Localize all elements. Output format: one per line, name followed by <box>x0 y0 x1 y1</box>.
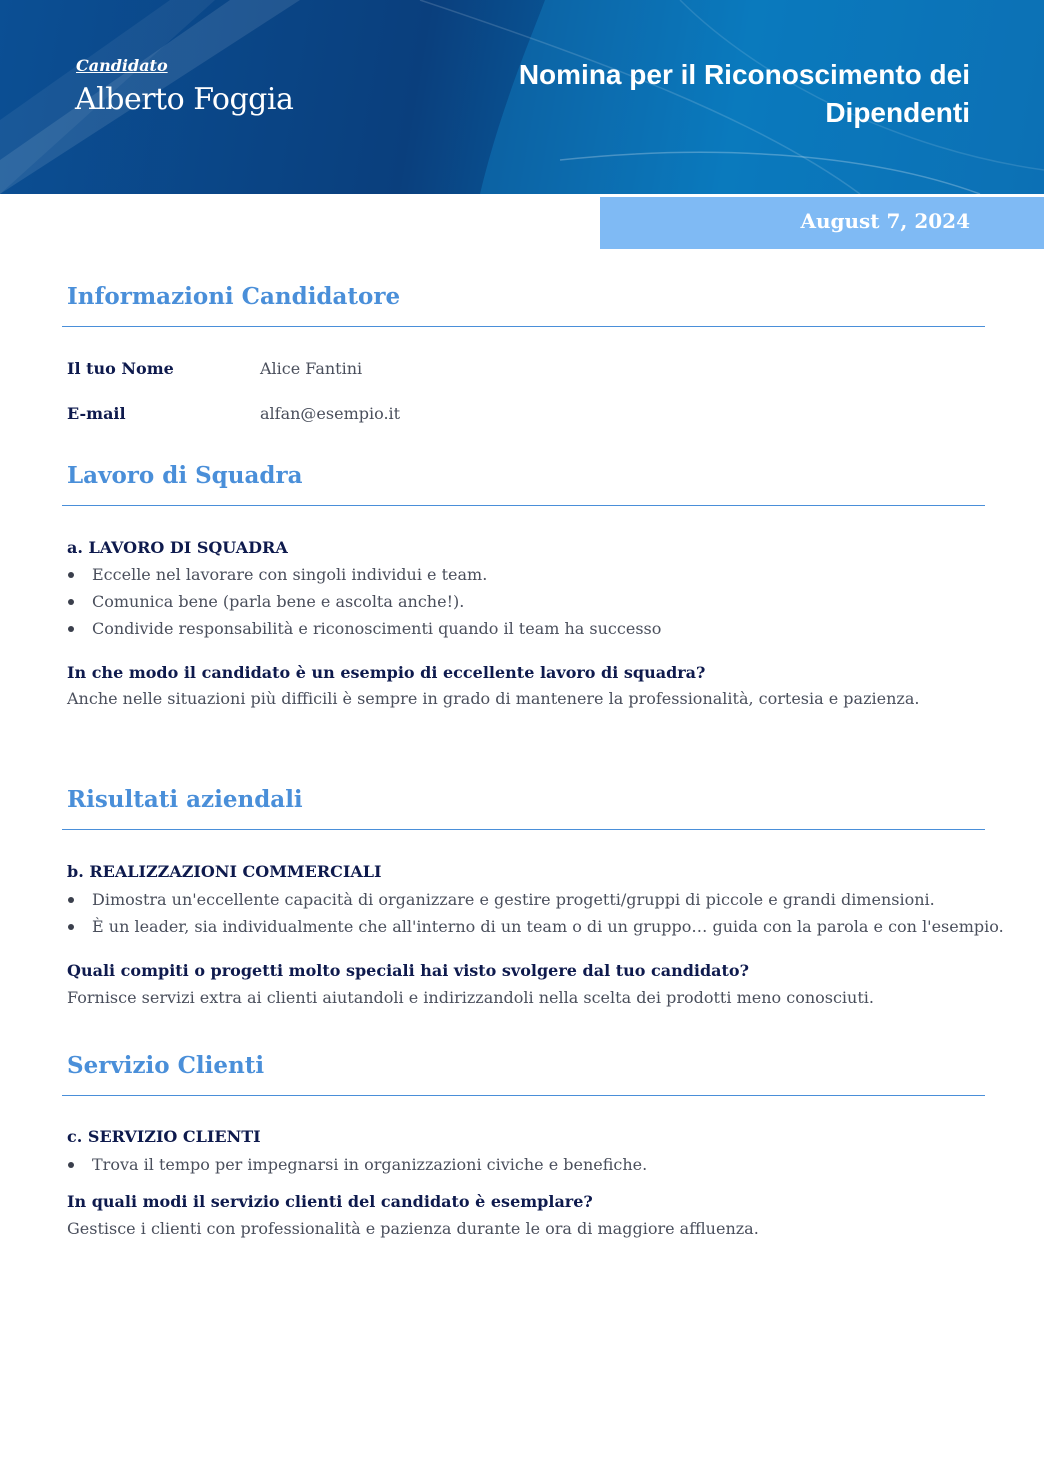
subheading-teamwork: a. LAVORO DI SQUADRA <box>67 538 288 557</box>
question-teamwork: In che modo il candidato è un esempio di eccellente lavoro di squadra? <box>67 663 706 682</box>
section-divider <box>62 829 985 830</box>
field-value-name: Alice Fantini <box>260 359 363 378</box>
field-label-email: E-mail <box>67 404 126 423</box>
section-title-service: Servizio Clienti <box>67 1052 265 1079</box>
subheading-service: c. SERVIZIO CLIENTI <box>67 1127 261 1146</box>
section-divider <box>62 505 985 506</box>
field-value-email: alfan@esempio.it <box>260 404 401 423</box>
section-title-teamwork: Lavoro di Squadra <box>67 462 303 489</box>
bullet-list-results <box>67 886 1004 940</box>
candidate-label: Candidato <box>76 56 168 75</box>
section-divider <box>62 1095 985 1096</box>
document-title: Nomina per il Riconoscimento dei Dipendenti <box>518 59 970 128</box>
answer-teamwork: Anche nelle situazioni più difficili è sempre in grado di mantenere la professionalità, cortesia e pazienza. <box>67 689 920 708</box>
list-item: Condivide responsabilità e riconoscimenti quando il team ha successo <box>67 615 661 642</box>
bullet-list-service <box>67 1151 647 1178</box>
subheading-results: b. REALIZZAZIONI COMMERCIALI <box>67 862 382 881</box>
section-title-results: Risultati aziendali <box>67 786 303 813</box>
candidate-name: Alberto Foggia <box>75 82 294 117</box>
section-divider <box>62 326 985 327</box>
question-service: In quali modi il servizio clienti del candidato è esemplare? <box>67 1192 593 1211</box>
list-item: È un leader, sia individualmente che all'interno di un team o di un gruppo… guida con la parola e con l'esempio. <box>67 913 1004 940</box>
list-item: Comunica bene (parla bene e ascolta anche!). <box>67 588 661 615</box>
answer-service: Gestisce i clienti con professionalità e pazienza durante le ora di maggiore affluenza. <box>67 1219 759 1238</box>
date-bar <box>600 197 1044 249</box>
field-label-name: Il tuo Nome <box>67 359 174 378</box>
bullet-list-teamwork <box>67 561 661 642</box>
answer-results: Fornisce servizi extra ai clienti aiutandoli e indirizzandoli nella scelta dei prodotti meno conosciuti. <box>67 988 874 1007</box>
document-date: August 7, 2024 <box>800 209 970 233</box>
list-item: Dimostra un'eccellente capacità di organizzare e gestire progetti/gruppi di piccole e grandi dimensioni. <box>67 886 1004 913</box>
list-item: Trova il tempo per impegnarsi in organizzazioni civiche e benefiche. <box>67 1151 647 1178</box>
section-title-nominator: Informazioni Candidatore <box>67 283 401 310</box>
header-banner <box>0 0 1044 194</box>
list-item: Eccelle nel lavorare con singoli individui e team. <box>67 561 661 588</box>
question-results: Quali compiti o progetti molto speciali hai visto svolgere dal tuo candidato? <box>67 961 749 980</box>
